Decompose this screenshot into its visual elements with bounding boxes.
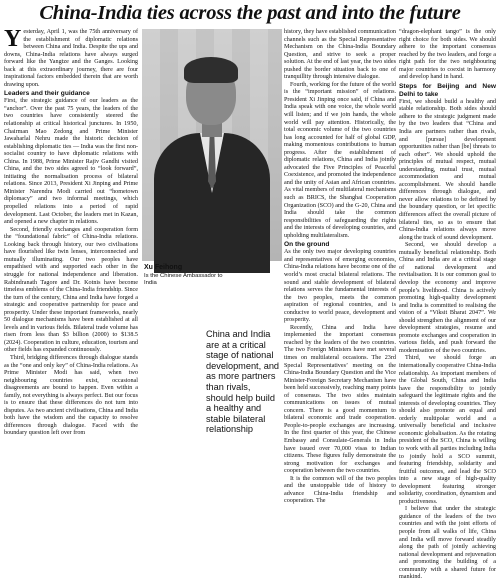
author-photo <box>142 29 282 261</box>
author-role: Is the Chinese Ambassador to India <box>144 273 223 286</box>
intro-paragraph: Yesterday, April 1, was the 75th anniversary of the establishment of diplomatic relations between China and India. Despite the ups and downs, China-India relations have always surged forward like the Yangtze and the Ganges. Looking back at this extraordinary journey, there are four inspirational factors embedded therein that are worth drawing upon. <box>4 26 138 88</box>
article-column-mid-left <box>142 291 202 466</box>
dropcap: Y <box>4 26 22 52</box>
paragraph: Recently, China and India have implemented the important consensus reached by the leaders of the two countries. The two Foreign Ministers have met several times on multilateral occasions. The 23rd Special Representatives’ meeting on the China-India Boundary Question and the Vice Minister-Foreign Secretary Mechanism have been held successively, reaching many points of consensus. The two sides maintain communications on issues of mutual concern. There is a good momentum to bilateral economic and trade cooperation. People-to-people exchanges are increasing. In the first quarter of this year, the Chinese Embassy and Consulate-Generals in India have issued over 70,000 visas to Indian citizens. These figures fully demonstrate the strong motivation for exchanges and cooperation between the two countries. <box>284 324 396 475</box>
paragraph: Third, we should forge an internationally cooperative China-India relationship. As important members of the Global South, China and India have the responsibility to jointly safeguard the legitimate rights and the interests of developing countries. They should also promote an equal and orderly multipolar world and a universally beneficial and inclusive economic globalisation. As the rotating president of the SCO, China is willing to work with all parties including India to jointly hold a SCO summit, featuring friendship, solidarity and fruitful outcomes, and lead the SCO into a new stage of high-quality development featuring stronger solidarity, coordination, dynamism and productiveness. <box>399 355 496 505</box>
subheading-steps: Steps for Beijing and New Delhi to take <box>399 82 496 98</box>
paragraph: I believe that under the strategic guidance of the leaders of the two countries and with the joint efforts of people from all walks of life, China and India will move forward steadily along the path of jointly achieving national development and rejuvenation and promoting the building of a community with a shared future for mankind. <box>399 506 496 581</box>
paragraph: As the only two major developing countries and representatives of emerging economies, China-India relations have become one of the world’s most crucial bilateral relations. The sound and stable development of bilateral relations serves the fundamental interests of the two peoples, meets the common aspiration of regional countries, and is conducive to world peace, development and prosperity. <box>284 249 396 324</box>
paragraph: “dragon-elephant tango” is the only right choice for both sides. We should adhere to the important consensus reached by the two leaders, and forge a right path for the two neighbouring major countries to coexist in harmony and develop hand in hand. <box>399 29 496 81</box>
author-name: Xu Feihong <box>144 264 183 271</box>
paragraph: Fourth, working for the future of the world is the “important mission” of relations. President Xi Jinping once said, if China and India speak with one voice, the whole world will listen; and if we join hands, the whole world will pay attention. Historically, the total economic volume of the two countries has long accounted for half of global GDP, making momentous contributions to human progress. After the establishment of diplomatic relations, China and India jointly advocated the Five Principles of Peaceful Coexistence, and promoted the independence and the unity of Asian and African countries. As vital members of multilateral mechanisms such as BRICS, the Shanghai Cooperation Organization (SCO) and the G-20, China and India should take the common responsibilities of safeguarding the rights and the interests of developing countries, and upholding multilateralism. <box>284 81 396 239</box>
paragraph: Second, we should develop a mutually beneficial relationship. Both China and India are at a critical stage of national development and revitalisation. It is our common goal to develop the economy and improve people’s livelihood. China is actively promoting high-quality development and India is committed to realising the vision of a “Viksit Bharat 2047”. We should strengthen the alignment of our development strategies, resume and promote exchanges and cooperation in various fields, and push forward the modernisation of the two countries. <box>399 242 496 354</box>
article-column-2 <box>284 29 396 505</box>
paragraph: Third, bridging differences through dialogue stands as the “one and only key” of China-India relations. As Prime Minister Modi has said, when two neighbouring countries exist, occasional disagreements are bound to happen. Even within a family, not everything is always perfect. But our focus is to ensure that these differences do not turn into disputes. As two ancient civilisations, China and India both have the wisdom and the capacity to resolve differences through dialogue. Faced with the boundary question left over from <box>4 354 138 437</box>
subheading-ground: On the ground <box>284 241 330 249</box>
author-box <box>142 29 282 287</box>
pull-quote: China and India are at a critical stage of national development, and as more partners than rivals, should help build a healthy and stable bilateral relationship <box>204 329 280 466</box>
paragraph: It is the common will of the two peoples and the unstoppable tide of history to advance China-India friendship and cooperation. The <box>284 475 396 505</box>
subheading-leaders: Leaders and their guidance <box>4 90 90 98</box>
paragraph: First, the strategic guidance of our leaders as the “anchor”. Over the past 75 years, the leaders of the two countries have consistently steered the relationship at critical historical junctures. In 1950, Chairman Mao Zedong and Prime Minister Jawaharlal Nehru made the historic decision of establishing diplomatic ties — India was the first non-socialist country to have diplomatic relations with China. In 1988, Prime Minister Rajiv Gandhi visited China, and the two sides agreed to “look forward”, initiating the normalisation process of bilateral relations. Since 2013, President Xi Jinping and Prime Minister Narendra Modi carried out “hometown diplomacy” and two informal meetings, which propelled relations into a period of rapid development. Last October, the leaders met in Kazan, and opened a new chapter in relations. <box>4 98 138 226</box>
headline: China-India ties across the past and into the future <box>39 2 461 24</box>
article-column-3 <box>399 29 496 581</box>
paragraph: history, they have established communication channels such as the Special Representative Mechanism on the China-India Boundary Question, and strive to seek a proper solution. At the end of last year, the two sides pushed the border situation back to one of tranquillity through intensive dialogue. <box>284 29 396 81</box>
article-column-1 <box>4 26 138 466</box>
paragraph: First, we should build a healthy and stable relationship. Both sides should adhere to the strategic judgment made by the two leaders that “China and India are partners rather than rivals, and [pursue] development opportunities rather than [be] threats to each other”. We should uphold the principles of mutual respect, mutual understanding, mutual trust, mutual accommodation and mutual accomplishment. We should handle differences through dialogue, and never allow relations to be defined by the boundary question, or let specific differences affect the overall picture of bilateral ties, so as to ensure that China-India relations always move along the track of sound development. <box>399 98 496 241</box>
paragraph: Second, friendly exchanges and cooperation form the “foundational fabric” of China-India relations. Looking back through history, our two civilisations have flourished like twin lenses, interconnected and mutually illuminating. Our two peoples have empathised with and supported each other in the struggle for national independence and liberation. Rabindranath Tagore and Dr. Kotnis have become timeless emblems of the China-India friendship. Since the turn of the century, China and India have forged a strategic and cooperative partnership for peace and prosperity. Under these important frameworks, nearly 50 dialogue mechanisms have been established at all levels and in various fields. Bilateral trade volume has risen from less than $3 billion (2000) to $138.5 (2024). Cooperation in culture, education, tourism and other fields has expanded continuously. <box>4 226 138 354</box>
